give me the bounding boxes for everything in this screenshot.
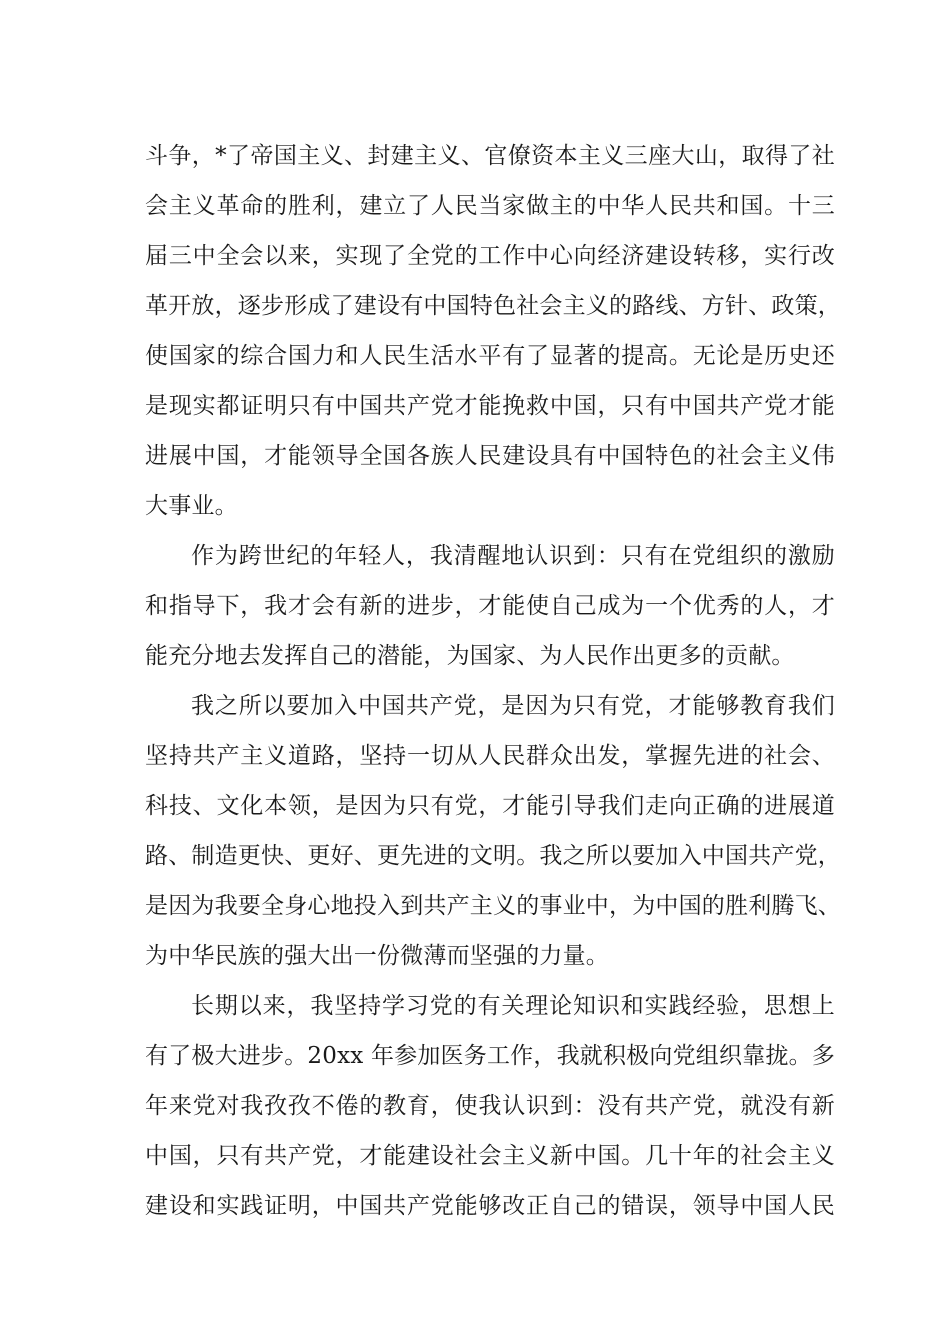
text-line: 坚持共产主义道路，坚持一切从人民群众出发，掌握先进的社会、 <box>145 743 835 769</box>
text-line: 我之所以要加入中国共产党，是因为只有党，才能够教育我们 <box>191 693 835 719</box>
text-line: 路、制造更快、更好、更先进的文明。我之所以要加入中国共产党， <box>145 843 841 869</box>
text-line: 使国家的综合国力和人民生活水平有了显著的提高。无论是历史还 <box>145 343 835 369</box>
paragraph-2 <box>145 531 835 681</box>
paragraph-4 <box>145 981 835 1231</box>
text-line: 建设和实践证明，中国共产党能够改正自己的错误，领导中国人民 <box>145 1193 835 1219</box>
text-line: 和指导下，我才会有新的进步，才能使自己成为一个优秀的人，才 <box>145 593 835 619</box>
text-line: 年来党对我孜孜不倦的教育，使我认识到：没有共产党，就没有新 <box>145 1093 835 1119</box>
text-line: 作为跨世纪的年轻人，我清醒地认识到：只有在党组织的激励 <box>191 543 835 569</box>
text-line: 会主义革命的胜利，建立了人民当家做主的中华人民共和国。十三 <box>145 193 835 219</box>
text-line: 中国，只有共产党，才能建设社会主义新中国。几十年的社会主义 <box>145 1143 835 1169</box>
text-line: 长期以来，我坚持学习党的有关理论知识和实践经验，思想上 <box>191 993 835 1019</box>
text-line: 是因为我要全身心地投入到共产主义的事业中，为中国的胜利腾飞、 <box>145 893 841 919</box>
text-line: 为中华民族的强大出一份微薄而坚强的力量。 <box>145 943 609 969</box>
text-line: 进展中国，才能领导全国各族人民建设具有中国特色的社会主义伟 <box>145 443 835 469</box>
text-line: 斗争，*了帝国主义、封建主义、官僚资本主义三座大山，取得了社 <box>145 143 835 169</box>
paragraph-1 <box>145 131 841 531</box>
text-line: 届三中全会以来，实现了全党的工作中心向经济建设转移，实行改 <box>145 243 835 269</box>
text-line: 大事业。 <box>145 493 238 519</box>
text-line: 有了极大进步。20xx 年参加医务工作，我就积极向党组织靠拢。多 <box>145 1043 835 1069</box>
text-line: 革开放，逐步形成了建设有中国特色社会主义的路线、方针、政策， <box>145 293 841 319</box>
text-line: 是现实都证明只有中国共产党才能挽救中国，只有中国共产党才能 <box>145 393 835 419</box>
text-line: 科技、文化本领，是因为只有党，才能引导我们走向正确的进展道 <box>145 793 835 819</box>
text-line: 能充分地去发挥自己的潜能，为国家、为人民作出更多的贡献。 <box>145 643 795 669</box>
document-body <box>145 131 841 1231</box>
paragraph-3 <box>145 681 841 981</box>
